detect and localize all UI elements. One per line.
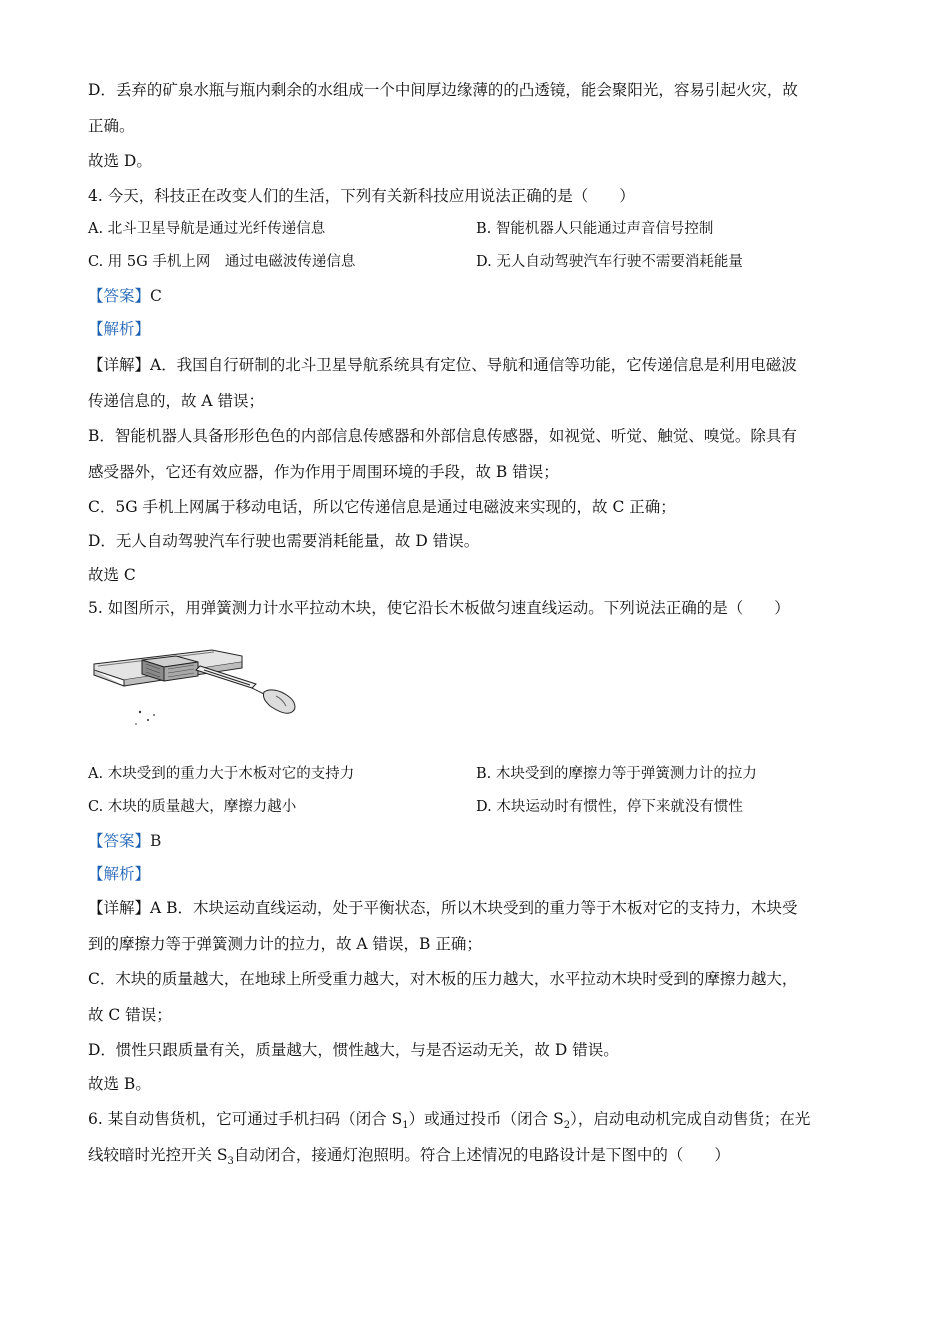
q4-conclusion: 故选 C: [88, 566, 136, 584]
q4-detail-b-line2: 感受器外，它还有效应器，作为作用于周围环境的手段，故 B 错误；: [88, 463, 559, 481]
q5-detail-tag: 【详解】: [88, 899, 151, 917]
q5-detail-d: D．惯性只跟质量有关，质量越大，惯性越大，与是否运动无关，故 D 错误。: [88, 1041, 619, 1059]
q5-detail-ab-text: A B．木块运动直线运动，处于平衡状态，所以木块受到的重力等于木板对它的支持力，木块受: [150, 899, 798, 917]
q6-stem-part1: 6. 某自动售货机，它可通过手机扫码（闭合 S: [88, 1110, 403, 1128]
q5-answer: [88, 831, 161, 851]
q3-option-d-explanation-line2: 正确。: [88, 117, 135, 135]
q4-option-c: C. 用 5G 手机上网 通过电磁波传递信息: [88, 254, 356, 270]
q6-stem-line1: [88, 1109, 810, 1136]
q4-detail-b-line1: B．智能机器人具备形形色色的内部信息传感器和外部信息传感器，如视觉、听觉、触觉、嗅觉。除具有: [88, 427, 797, 445]
q3-option-d-explanation-line1: D．丢弃的矿泉水瓶与瓶内剩余的水组成一个中间厚边缘薄的的凸透镜，能会聚阳光，容易引起火灾，故: [88, 81, 798, 99]
q4-option-b: B. 智能机器人只能通过声音信号控制: [476, 221, 714, 237]
q4-detail-c: C．5G 手机上网属于移动电话，所以它传递信息是通过电磁波来实现的，故 C 正确；: [88, 498, 676, 516]
q5-option-a: A. 木块受到的重力大于木板对它的支持力: [88, 766, 355, 782]
q4-detail-d: D．无人自动驾驶汽车行驶也需要消耗能量，故 D 错误。: [88, 532, 480, 550]
q5-detail-ab-line2: 到的摩擦力等于弹簧测力计的拉力，故 A 错误，B 正确；: [88, 935, 482, 953]
q6-s1-subscript: 1: [402, 1120, 409, 1132]
q6-stem-line2: [88, 1145, 730, 1172]
q3-conclusion: 故选 D。: [88, 152, 152, 170]
q4-answer: [88, 286, 162, 306]
q4-analysis-tag: [88, 319, 150, 339]
spring-scale-wooden-block-figure: [92, 636, 312, 736]
q4-detail-a-line2: 传递信息的，故 A 错误；: [88, 392, 265, 410]
q4-detail-a-line1: [88, 355, 797, 375]
q4-answer-tag: 【答案】: [88, 287, 151, 305]
q5-detail-c-line1: C．木块的质量越大，在地球上所受重力越大，对木板的压力越大，水平拉动木块时受到的摩擦力越大，: [88, 970, 798, 988]
q4-detail-a-text: A．我国自行研制的北斗卫星导航系统具有定位、导航和通信等功能，它传递信息是利用电磁波: [150, 356, 797, 374]
q6-stem-part3: ），启动电动机完成自动售货；在光: [570, 1110, 811, 1128]
q4-option-a: A. 北斗卫星导航是通过光纤传递信息: [88, 221, 326, 237]
q6-s3-subscript: 3: [227, 1156, 234, 1168]
q6-stem-part5: 自动闭合，接通灯泡照明。符合上述情况的电路设计是下图中的（ ）: [233, 1146, 730, 1164]
q5-analysis-label: 【解析】: [88, 865, 151, 883]
q5-answer-tag: 【答案】: [88, 832, 151, 850]
q5-detail-c-line2: 故 C 错误；: [88, 1006, 172, 1024]
q5-conclusion: 故选 B。: [88, 1075, 151, 1093]
q4-detail-tag: 【详解】: [88, 356, 151, 374]
q6-stem-part4: 线较暗时光控开关 S: [88, 1146, 228, 1164]
q6-stem-part2: ）或通过投币（闭合 S: [408, 1110, 564, 1128]
q5-detail-ab-line1: [88, 898, 798, 918]
q4-option-d: D. 无人自动驾驶汽车行驶不需要消耗能量: [476, 254, 743, 270]
q5-option-d: D. 木块运动时有惯性，停下来就没有惯性: [476, 799, 743, 815]
q5-option-b: B. 木块受到的摩擦力等于弹簧测力计的拉力: [476, 766, 757, 782]
q5-stem: 5. 如图所示，用弹簧测力计水平拉动木块，使它沿长木板做匀速直线运动。下列说法正确的是（ ）: [88, 599, 790, 617]
q4-answer-value: C: [150, 287, 162, 305]
q5-answer-value: B: [150, 832, 162, 850]
q4-stem: 4. 今天，科技正在改变人们的生活，下列有关新科技应用说法正确的是（ ）: [88, 187, 635, 205]
q5-option-c: C. 木块的质量越大，摩擦力越小: [88, 799, 297, 815]
q6-s2-subscript: 2: [563, 1120, 571, 1132]
q5-analysis-tag: [88, 864, 150, 884]
q4-analysis-label: 【解析】: [88, 320, 151, 338]
